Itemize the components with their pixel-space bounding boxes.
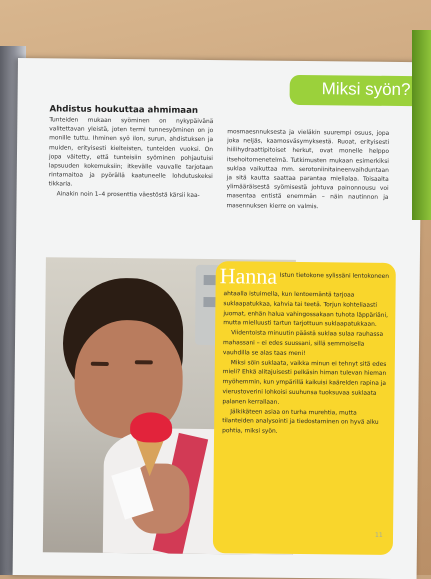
article-paragraph: Ainakin noin 1–4 prosenttia väestöstä kärsii kaa-: [56, 191, 200, 199]
story-paragraph: Miksi söin suklaata, vaikka minun ei tehnyt sitä edes mieli? Ehkä alitajuisesti pelkäsin himan tulevan hieman myöhemmin, kun ympärillä kaikuisi kaärelden rapina ja vierustoverini lohkoisi suuhunsa tuoksuvaa suklaata palanen kerrallaan.: [222, 359, 387, 406]
page-number: 11: [374, 531, 383, 539]
story-intro: Istun tietokone sylissäni lentokoneen: [279, 272, 389, 280]
green-book-edge: [412, 30, 431, 220]
section-tab: [290, 75, 422, 106]
story-paragraph: Viidentoista minuutin päästä suklaa sulaa rauhassa mahassani – ei edes suussani, sillä semmoisella vauhdilla se alas taas meni!: [222, 330, 384, 357]
article-column-2: [226, 128, 389, 213]
story-body: [222, 290, 390, 439]
story-paragraph: ahtaalla istuimella, kun lentoemäntä tarjoaa suklaapatukkaa, kahvia tai teetä. Torjun kohteliaasti juomat, enhän halua vahingossakaan tuhota läppäriäni, mutta mielluusti tartun tarjottuun suklaapatukkaan.: [223, 291, 389, 329]
article-paragraph: Tunteiden mukaan syöminen on nykypäivänä valitettavan yleistä, joten termi tunnesyöminen on jo monille tuttu. Ihminen syö ilon, surun, ahdistuksen ja muiden, erityisesti kielteisten, tunteiden vuoksi. On jopa väitetty, että tunteisiin syöminen pohjautuisi lapsuuden kokemuksiin; itkevälle vauvalle tarjotaan rintamaitoa ja pyörällä kaatuneelle lohdutuskeksi tikkaria.: [48, 117, 214, 188]
article-heading: Ahdistus houkuttaa ahmimaan: [49, 104, 199, 116]
story-panel: [213, 261, 396, 555]
ice-cream-scoop: [130, 412, 172, 442]
story-name: Hanna: [219, 263, 278, 289]
story-paragraph: Jälkikäteen asiaa on turha murehtia, mutta tilanteiden analysointi ja tiedostaminen on hyvä alku pohtia, miksi syön.: [222, 408, 379, 435]
section-tab-label: Miksi syön?: [321, 79, 411, 100]
article-column-1: [49, 116, 214, 201]
book-page: [13, 58, 422, 579]
article-paragraph: mosmaesnnuksesta ja vieläkin suurempi osuus, jopa joka neljäs, kaamosväsymyksestä. Ruoat, erityisesti hiilihydraattipitoiset herkut, ovat monelle helppo itsehoitomenetelmä. Tutkimusten mukaan esimerkiksi suklaa vaikuttaa mm. serotoniinitaineenvaihduntaan ja sitä kautta saattaa parantaa mielialaa. Toisaalta ylimääräisestä syömisestä johtuva painonnousu voi masentaa entistä enemmän – näin nautinnon ja masennuksen kierre on valmis.: [226, 129, 390, 210]
